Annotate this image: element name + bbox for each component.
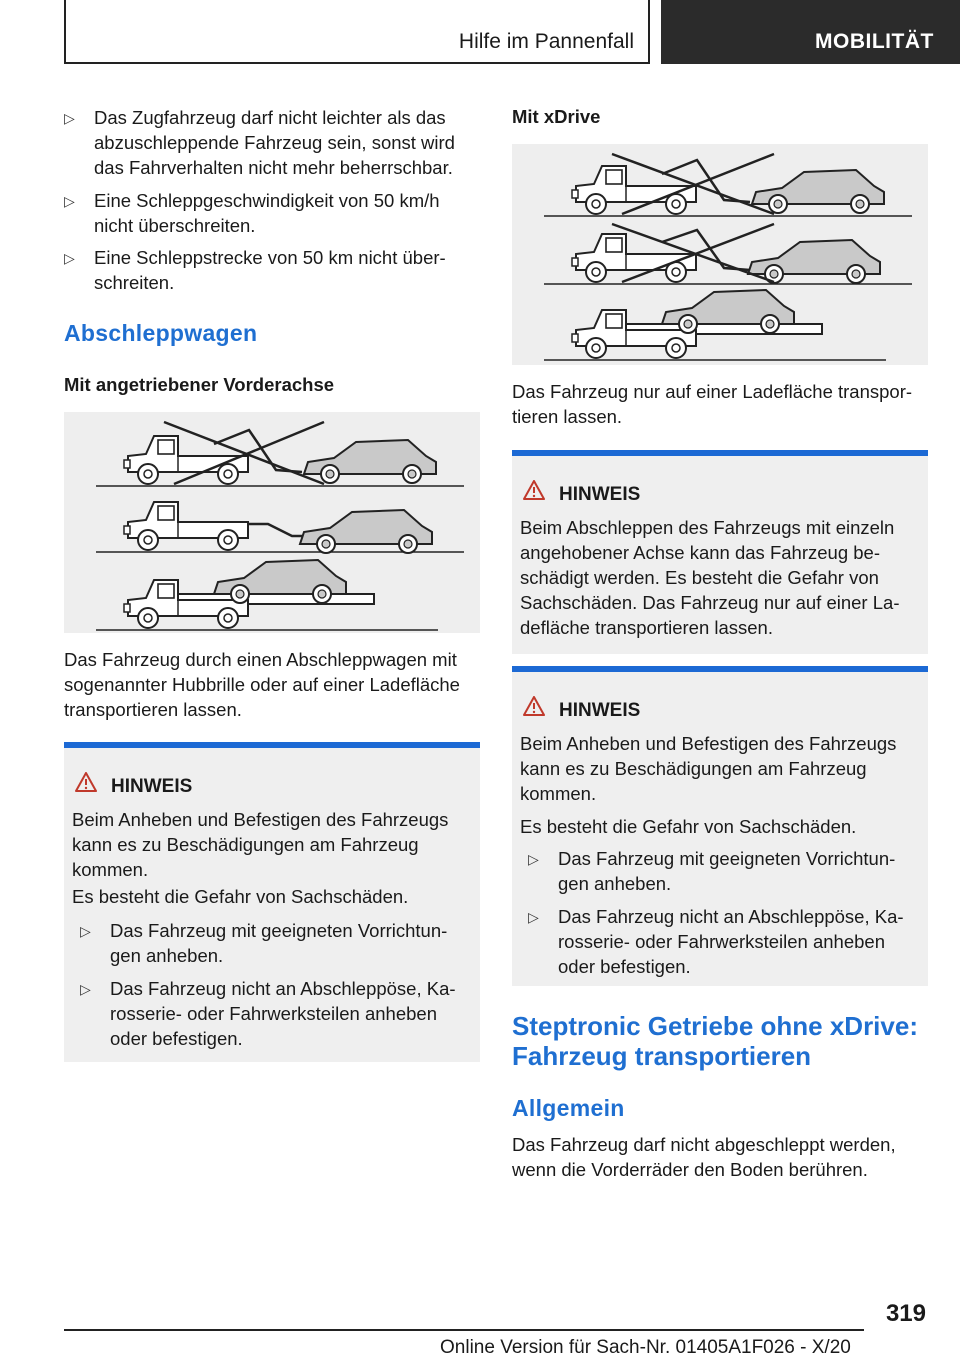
chapter-title: Hilfe im Pannenfall	[458, 30, 634, 53]
list-item: ▷ Das Fahrzeug mit geeigneten Vorrichtun- gen anheben.	[528, 848, 896, 894]
list-item: ▷ Das Fahrzeug nicht an Abschleppöse, Ka- rosserie- oder Fahrwerksteilen anheben oder befestigen.	[528, 906, 904, 977]
note-text: Es besteht die Gefahr von Sachschäden.	[72, 886, 409, 907]
header-chapter-box	[64, 0, 650, 64]
towing-illustration-xdrive	[512, 144, 928, 365]
list-item: ▷ Das Fahrzeug nicht an Abschleppöse, Ka- rosserie- oder Fahrwerksteilen anheben oder befestigen.	[80, 978, 456, 1049]
bullet-triangle-icon: ▷	[80, 923, 91, 939]
caption: Das Fahrzeug nur auf einer Ladefläche transpor- tieren lassen.	[512, 381, 913, 427]
paragraph: Das Fahrzeug darf nicht abgeschleppt werden, wenn die Vorderräder den Boden berühren.	[512, 1134, 896, 1180]
note-text: Beim Abschleppen des Fahrzeugs mit einzeln angehobener Achse kann das Fahrzeug be- schädigt werden. Es besteht die Gefahr von Sachschäden. Das Fahrzeug nur auf einer La- defläche transportieren lassen.	[520, 517, 900, 638]
subheading: Mit angetriebener Vorderachse	[64, 374, 335, 395]
bullet-triangle-icon: ▷	[80, 981, 91, 997]
warning-triangle-icon	[75, 772, 97, 793]
footer-divider	[64, 1329, 864, 1331]
bullet-triangle-icon: ▷	[64, 193, 75, 209]
hinweis-box	[64, 742, 480, 1062]
warning-triangle-icon	[523, 480, 545, 501]
bullet-triangle-icon: ▷	[64, 110, 75, 126]
list-item: ▷ Eine Schleppgeschwindigkeit von 50 km/h nicht überschreiten.	[64, 190, 440, 236]
list-item: ▷ Das Fahrzeug mit geeigneten Vorrichtun- gen anheben.	[80, 920, 448, 966]
note-title: HINWEIS	[559, 700, 641, 721]
bullet-triangle-icon: ▷	[528, 851, 539, 867]
hinweis-box	[512, 450, 928, 654]
note-text: Beim Anheben und Befestigen des Fahrzeugs kann es zu Beschädigungen am Fahrzeug kommen.	[520, 733, 897, 804]
hinweis-box	[512, 666, 928, 986]
towing-illustration-front-drive	[64, 412, 480, 633]
bullet-triangle-icon: ▷	[528, 909, 539, 925]
page-number: 319	[885, 1300, 926, 1327]
list-item: ▷ Eine Schleppstrecke von 50 km nicht über- schreiten.	[64, 247, 446, 293]
note-text: Beim Anheben und Befestigen des Fahrzeugs kann es zu Beschädigungen am Fahrzeug kommen.	[72, 809, 449, 880]
list-item: ▷ Das Zugfahrzeug darf nicht leichter als das abzuschleppende Fahrzeug sein, sonst wird das Fahrverhalten nicht mehr beherrschbar.	[64, 107, 455, 178]
section-tab[interactable]	[661, 0, 960, 64]
note-title: HINWEIS	[111, 776, 193, 797]
note-text: Es besteht die Gefahr von Sachschäden.	[520, 816, 857, 837]
section-heading: Steptronic Getriebe ohne xDrive: Fahrzeug transportieren	[512, 1011, 918, 1071]
bullet-triangle-icon: ▷	[64, 250, 75, 266]
note-title: HINWEIS	[559, 484, 641, 505]
caption: Das Fahrzeug durch einen Abschleppwagen mit sogenannter Hubbrille oder auf einer Ladefläche transportieren lassen.	[64, 649, 460, 720]
section-label: MOBILITÄT	[815, 30, 934, 53]
warning-triangle-icon	[523, 696, 545, 717]
subheading: Mit xDrive	[512, 106, 601, 127]
subsection-heading: Allgemein	[512, 1095, 625, 1121]
section-heading: Abschleppwagen	[64, 320, 258, 346]
footer-online-version: Online Version für Sach-Nr. 01405A1F026 - X/20	[440, 1337, 851, 1358]
